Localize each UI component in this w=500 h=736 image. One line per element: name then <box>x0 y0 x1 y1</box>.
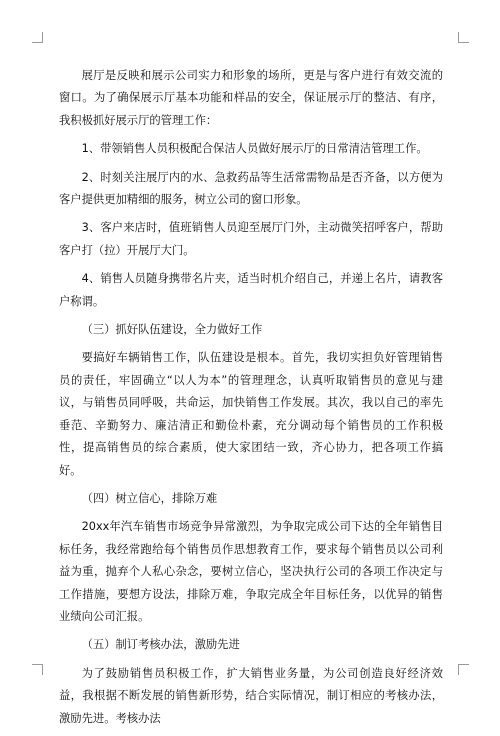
paragraph-team-building: 要搞好车辆销售工作，队伍建设是根本。首先，我切实担负好管理销售员的责任，牢固确立“以人为本”的管理理念，认真听取销售员的意见与建议，与销售员同呼吸，共命运，加快销售工作发展。其次，我以自己的率先垂范、辛勤努力、廉洁清正和勤俭朴素，充分调动每个销售员的工作积极性，提高销售员的综合素质，使大家团结一致，齐心协力，把各项工作搞好。 <box>59 351 443 477</box>
crop-mark-top-right <box>458 32 469 43</box>
section-heading-4: （四）树立信心，排除万难 <box>81 491 218 505</box>
paragraph-assessment: 为了鼓励销售员积极工作，扩大销售业务量，为公司创造良好经济效益，我根据不断发展的销售新形势，结合实际情况，制订相应的考核办法，激励先进。考核办法 <box>59 666 443 725</box>
crop-mark-bottom-right <box>458 664 469 675</box>
crop-mark-top-left <box>32 32 43 43</box>
paragraph-item-1: 1、带领销售人员积极配合保洁人员做好展示厅的日常清洁管理工作。 <box>81 142 428 156</box>
paragraph-item-2: 2、时刻关注展厅内的水、急救药品等生活常需物品是否齐备，以方便为客户提供更加精细的服务，树立公司的窗口形象。 <box>59 170 443 207</box>
paragraph-intro: 展厅是反映和展示公司实力和形象的场所，更是与客户进行有效交流的窗口。为了确保展示厅基本功能和样品的安全，保证展示厅的整洁、有序，我积极抓好展示厅的管理工作： <box>59 69 443 127</box>
paragraph-item-3: 3、客户来店时，值班销售人员迎至展厅门外，主动微笑招呼客户，帮助客户打（拉）开展厅大门。 <box>59 221 443 257</box>
section-heading-5: （五）制订考核办法，激励先进 <box>81 638 240 652</box>
section-heading-3: （三）抓好队伍建设，全力做好工作 <box>81 323 263 337</box>
paragraph-confidence: 20xx年汽车销售市场竞争异常激烈，为争取完成公司下达的全年销售目标任务，我经常跑给每个销售员作思想教育工作，要求每个销售员以公司利益为重，抛弃个人私心杂念，要树立信心，坚决执行公司的各项工作决定与工作措施，要想方设法，排除万难，争取完成全年目标任务，以优异的销售业绩向公司汇报。 <box>59 520 443 623</box>
document-body <box>59 65 443 736</box>
paragraph-item-4: 4、销售人员随身携带名片夹，适当时机介绍自己，并递上名片，请教客户称谓。 <box>59 272 443 308</box>
crop-mark-bottom-left <box>32 664 43 675</box>
